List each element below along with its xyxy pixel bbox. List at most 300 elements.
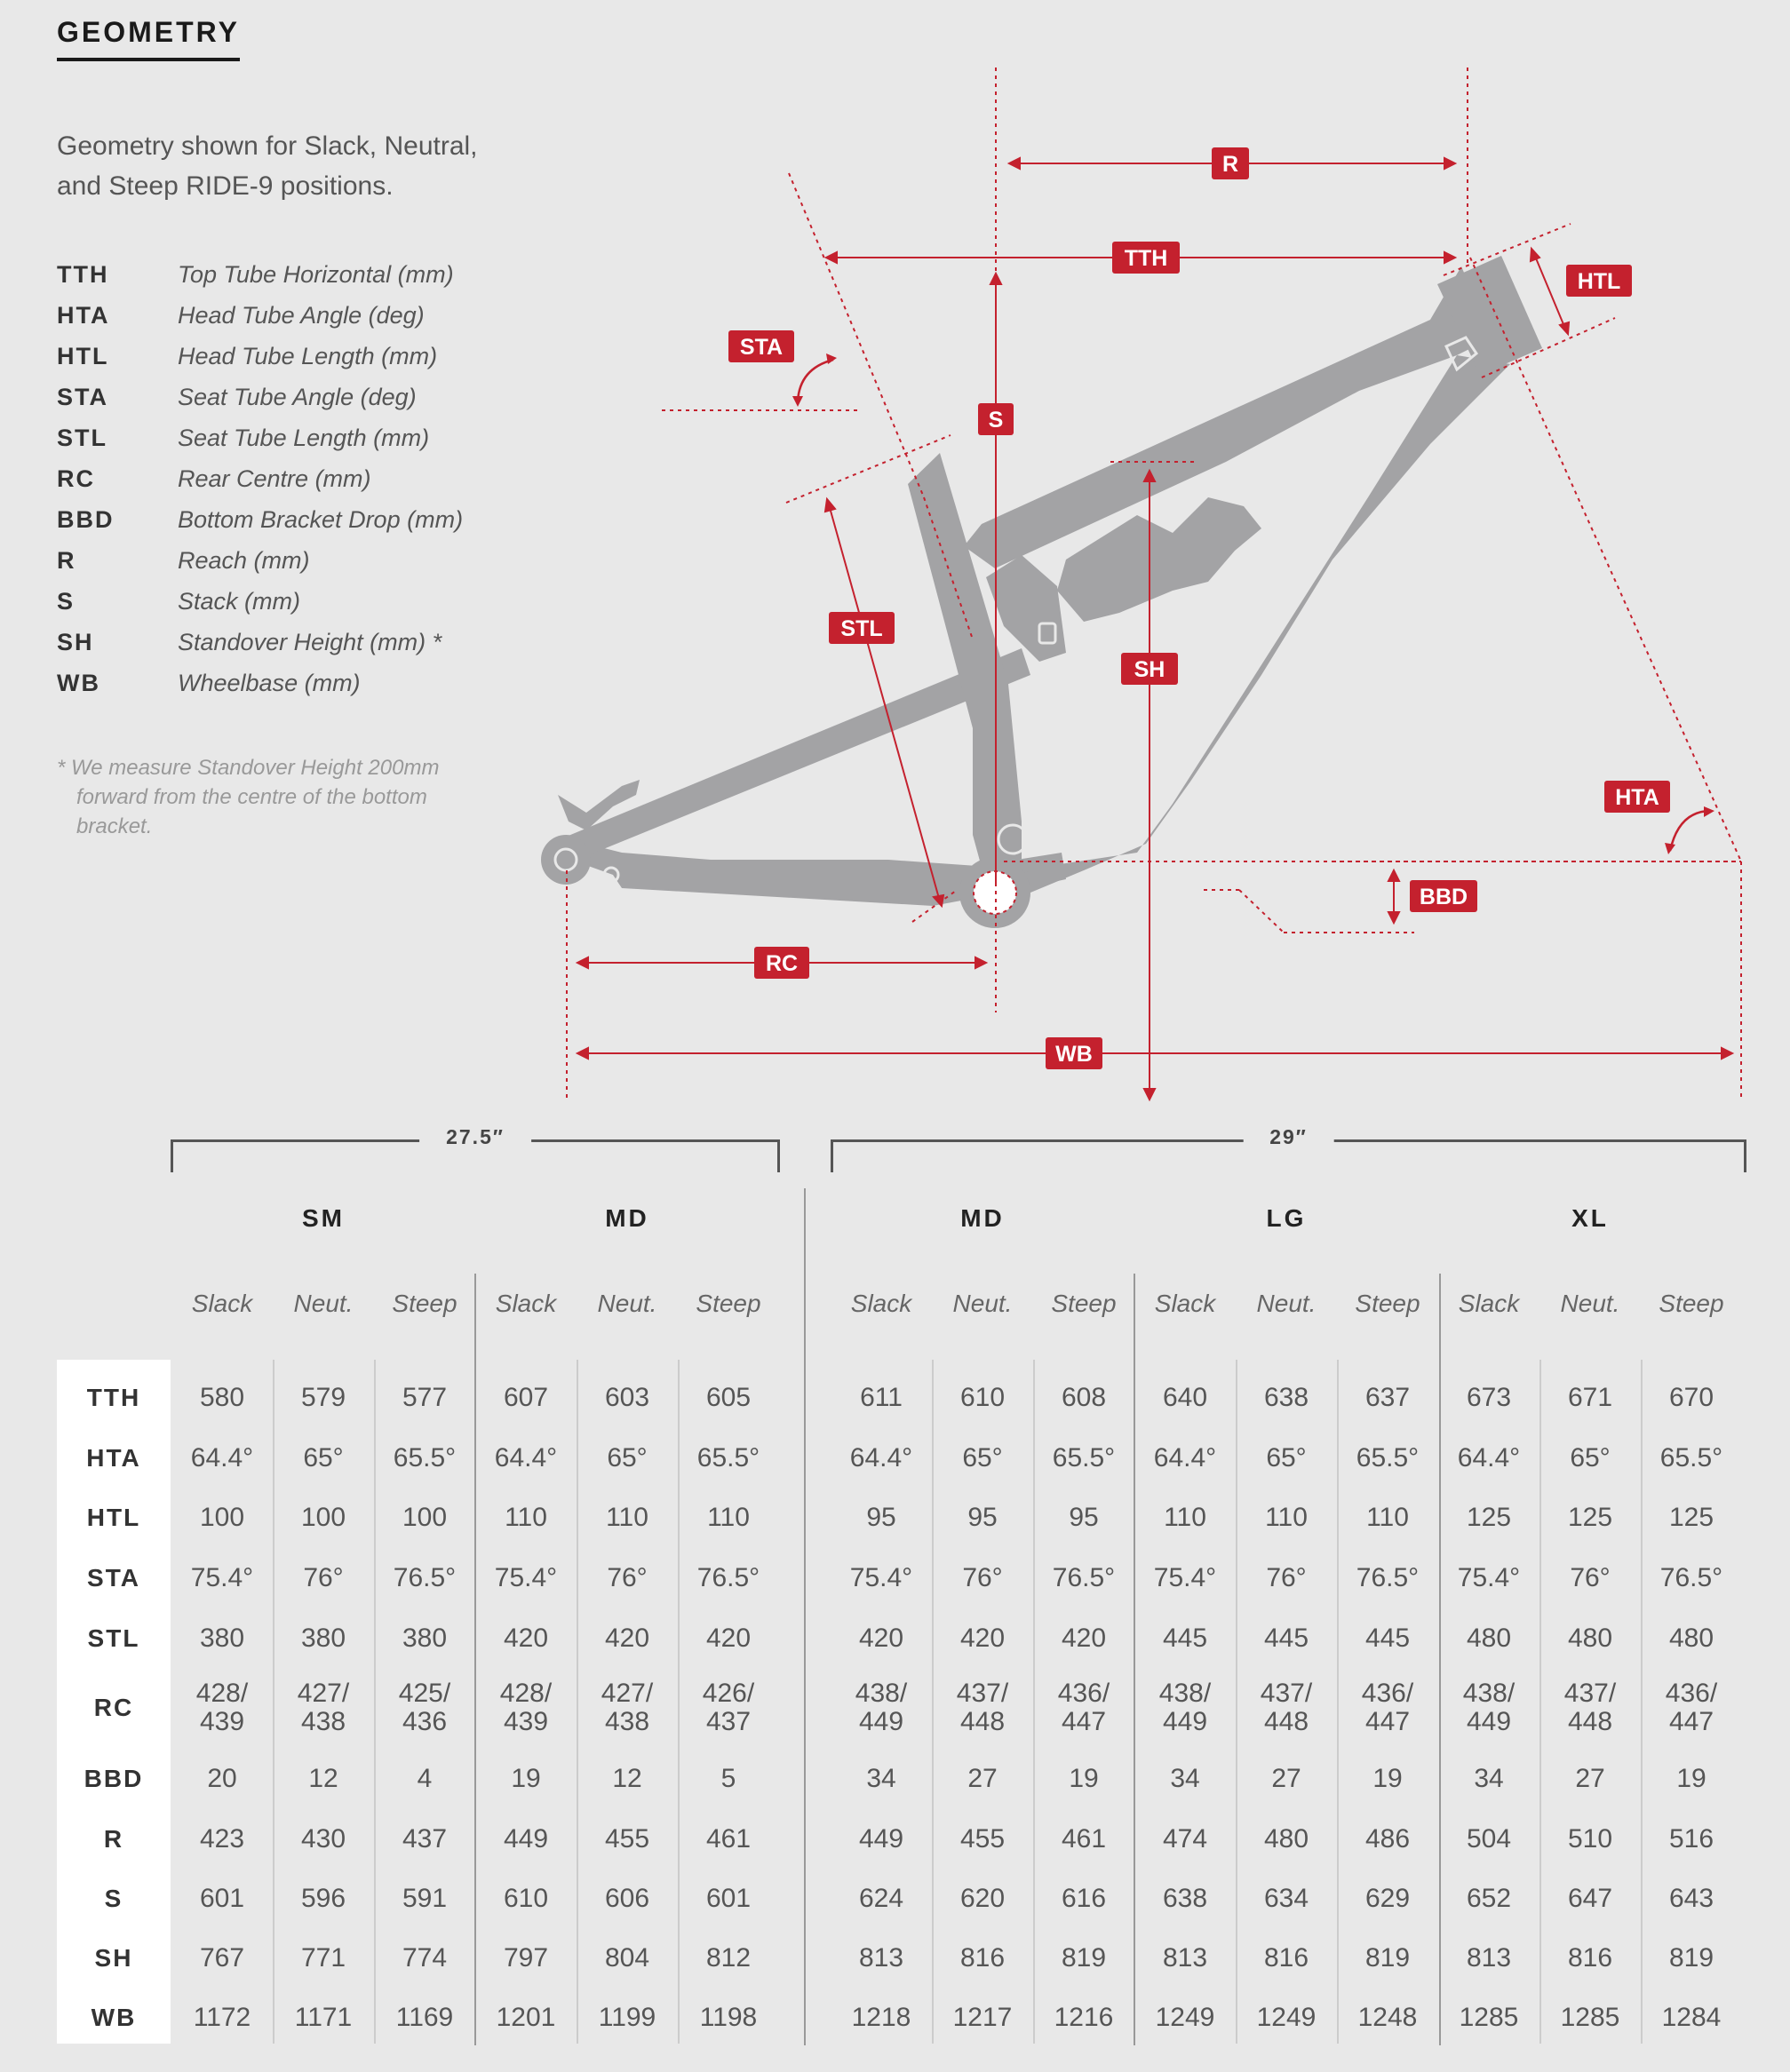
cell-value: 461 — [705, 1824, 752, 1854]
table-cell — [171, 1679, 273, 1736]
row-label: HTA — [86, 1444, 141, 1472]
row-label: R — [103, 1825, 124, 1853]
cell-value: 428/ — [499, 1679, 553, 1708]
table-cell — [1641, 1825, 1742, 1854]
cell-value: 1249 — [1155, 2003, 1215, 2032]
cell-value: 34 — [1474, 1764, 1504, 1793]
cell-value: 437/ — [956, 1679, 1009, 1708]
cell-value: 19 — [1676, 1764, 1706, 1793]
table-cell — [1236, 1885, 1337, 1913]
table-cell — [1236, 1564, 1337, 1592]
table-cell — [1236, 1624, 1337, 1653]
table-cell — [1539, 1765, 1641, 1793]
row-label: S — [104, 1885, 123, 1912]
label-hta-text: HTA — [1615, 785, 1659, 810]
cell-value: 449 — [503, 1824, 549, 1854]
table-cell — [932, 1444, 1033, 1473]
cell-value: 65.5° — [1052, 1443, 1116, 1473]
table-cell — [475, 1504, 577, 1532]
table-cell — [1134, 1679, 1236, 1736]
table-cell — [273, 1765, 374, 1793]
cell-value: 516 — [1668, 1824, 1714, 1854]
cell-value: 95 — [866, 1503, 896, 1532]
table-cell — [932, 2004, 1033, 2032]
cell-value: 629 — [1364, 1884, 1411, 1913]
cell-value: 420 — [705, 1623, 752, 1653]
table-cell — [577, 1504, 678, 1532]
intro-text: Geometry shown for Slack, Neutral, and Steep RIDE-9 positions. — [57, 131, 478, 201]
table-cell — [1337, 2004, 1438, 2032]
table-cell — [932, 1384, 1033, 1412]
cell-value: 110 — [1265, 1503, 1308, 1532]
cell-value: 430 — [300, 1824, 346, 1854]
cell-value: 652 — [1466, 1884, 1512, 1913]
cell-value: 125 — [1668, 1503, 1714, 1532]
label-s-text: S — [988, 408, 1004, 433]
label-sh — [1121, 653, 1178, 685]
cell-value: 579 — [300, 1383, 346, 1412]
cell-value: 1218 — [851, 2003, 911, 2032]
position-header: Neut. — [293, 1290, 354, 1317]
table-cell — [475, 1825, 577, 1854]
cell-value: 577 — [402, 1383, 448, 1412]
legend-desc: Head Tube Angle (deg) — [178, 301, 425, 329]
cell-value: 605 — [705, 1383, 752, 1412]
cell-value: 438 — [300, 1707, 346, 1736]
cell-value: 616 — [1061, 1884, 1107, 1913]
table-cell — [932, 1825, 1033, 1854]
cell-value: 34 — [866, 1764, 896, 1793]
size-header: XL — [1571, 1204, 1609, 1232]
table-cell — [273, 1944, 374, 1973]
position-header: Slack — [191, 1290, 253, 1317]
position-header: Slack — [850, 1290, 912, 1317]
table-cell — [577, 1384, 678, 1412]
cell-value: 1249 — [1256, 2003, 1317, 2032]
label-bbd-text: BBD — [1419, 885, 1468, 909]
label-sta — [728, 330, 794, 362]
table-cell — [475, 1384, 577, 1412]
position-header: Steep — [392, 1290, 457, 1317]
cell-value: 125 — [1466, 1503, 1512, 1532]
table-cell — [475, 2004, 577, 2032]
table-cell — [1337, 1444, 1438, 1473]
size-header: SM — [302, 1204, 345, 1232]
table-cell — [1337, 1504, 1438, 1532]
cell-value: 449 — [1466, 1707, 1512, 1736]
table-cell — [1641, 1944, 1742, 1973]
table-cell — [1337, 1765, 1438, 1793]
cell-value: 774 — [402, 1943, 448, 1973]
cell-value: 95 — [1069, 1503, 1099, 1532]
cell-value: 437/ — [1260, 1679, 1313, 1708]
cell-value: 449 — [858, 1824, 904, 1854]
cell-value: 438/ — [1158, 1679, 1212, 1708]
label-hta — [1604, 781, 1670, 813]
table-cell — [932, 1504, 1033, 1532]
cell-value: 447 — [1668, 1707, 1714, 1736]
label-tth-text: TTH — [1124, 246, 1168, 271]
cell-value: 480 — [1567, 1623, 1613, 1653]
table-cell — [1438, 1444, 1539, 1473]
table-cell — [1438, 1384, 1539, 1412]
cell-value: 76° — [303, 1563, 344, 1592]
cell-value: 423 — [199, 1824, 245, 1854]
label-wb — [1046, 1037, 1102, 1069]
cell-value: 445 — [1263, 1623, 1309, 1653]
table-cell — [1236, 1444, 1337, 1473]
cell-value: 420 — [1061, 1623, 1107, 1653]
cell-value: 428/ — [195, 1679, 249, 1708]
cell-value: 634 — [1263, 1884, 1309, 1913]
table-cell — [1337, 1564, 1438, 1592]
cell-value: 75.4° — [494, 1563, 558, 1592]
table-cell — [831, 1564, 932, 1592]
table-cell — [171, 1384, 273, 1412]
cell-value: 27 — [1271, 1764, 1301, 1793]
table-cell — [1236, 1825, 1337, 1854]
table-cell — [1337, 1825, 1438, 1854]
cell-value: 425/ — [398, 1679, 451, 1708]
cell-value: 771 — [300, 1943, 346, 1973]
cell-value: 447 — [1061, 1707, 1107, 1736]
table-cell — [1134, 1765, 1236, 1793]
cell-value: 76.5° — [1052, 1563, 1116, 1592]
table-cell — [678, 1825, 779, 1854]
table-cell — [1539, 1825, 1641, 1854]
cell-value: 437 — [402, 1824, 448, 1854]
table-cell — [577, 1944, 678, 1973]
cell-value: 439 — [199, 1707, 245, 1736]
cell-value: 4 — [417, 1764, 433, 1793]
cell-value: 1284 — [1661, 2003, 1722, 2032]
legend-desc: Rear Centre (mm) — [178, 464, 371, 492]
table-cell — [1033, 1679, 1134, 1736]
table-cell — [475, 1624, 577, 1653]
table-cell — [475, 1944, 577, 1973]
table-cell — [1134, 1564, 1236, 1592]
cell-value: 436/ — [1057, 1679, 1110, 1708]
table-cell — [577, 1624, 678, 1653]
table-cell — [1337, 1624, 1438, 1653]
cell-value: 610 — [503, 1884, 549, 1913]
cell-value: 76.5° — [696, 1563, 760, 1592]
cell-value: 76.5° — [1659, 1563, 1723, 1592]
table-cell — [1438, 1564, 1539, 1592]
table-cell — [1033, 1504, 1134, 1532]
cell-value: 426/ — [702, 1679, 755, 1708]
cell-value: 449 — [858, 1707, 904, 1736]
cell-value: 76° — [1570, 1563, 1611, 1592]
cell-value: 27 — [1575, 1764, 1605, 1793]
table-cell — [1236, 1679, 1337, 1736]
legend-desc: Seat Tube Angle (deg) — [178, 383, 417, 410]
table-cell — [831, 1504, 932, 1532]
legend-abbr: R — [57, 546, 76, 574]
cell-value: 819 — [1364, 1943, 1411, 1973]
size-header: MD — [960, 1204, 1005, 1232]
table-cell — [932, 1564, 1033, 1592]
cell-value: 1201 — [496, 2003, 556, 2032]
table-cell — [1539, 1624, 1641, 1653]
table-cell — [1236, 1765, 1337, 1793]
cell-value: 610 — [959, 1383, 1006, 1412]
cell-value: 65.5° — [1659, 1443, 1723, 1473]
cell-value: 819 — [1061, 1943, 1107, 1973]
cell-value: 427/ — [297, 1679, 350, 1708]
cell-value: 65° — [962, 1443, 1003, 1473]
cell-value: 608 — [1061, 1383, 1107, 1412]
table-cell — [1236, 2004, 1337, 2032]
cell-value: 110 — [707, 1503, 750, 1532]
cell-value: 12 — [308, 1764, 338, 1793]
table-cell — [1033, 1444, 1134, 1473]
table-cell — [171, 1504, 273, 1532]
table-cell — [577, 1679, 678, 1736]
cell-value: 591 — [402, 1884, 448, 1913]
cell-value: 455 — [604, 1824, 650, 1854]
cell-value: 601 — [199, 1884, 245, 1913]
table-cell — [1134, 2004, 1236, 2032]
cell-value: 643 — [1668, 1884, 1714, 1913]
cell-value: 447 — [1364, 1707, 1411, 1736]
label-sh-text: SH — [1134, 657, 1165, 682]
table-cell — [1236, 1944, 1337, 1973]
label-sta-text: STA — [739, 335, 784, 360]
cell-value: 65° — [1570, 1443, 1611, 1473]
cell-value: 816 — [959, 1943, 1006, 1973]
cell-value: 12 — [612, 1764, 642, 1793]
cell-value: 601 — [705, 1884, 752, 1913]
legend-abbr: HTL — [57, 342, 109, 369]
table-cell — [1539, 1384, 1641, 1412]
table-cell — [678, 1504, 779, 1532]
cell-value: 34 — [1170, 1764, 1200, 1793]
cell-value: 420 — [503, 1623, 549, 1653]
label-bbd — [1410, 880, 1477, 912]
table-cell — [1539, 1504, 1641, 1532]
table-cell — [1033, 2004, 1134, 2032]
row-label: TTH — [86, 1384, 141, 1411]
cell-value: 380 — [199, 1623, 245, 1653]
cell-value: 819 — [1668, 1943, 1714, 1973]
cell-value: 110 — [505, 1503, 547, 1532]
row-label: STA — [87, 1564, 140, 1592]
cell-value: 480 — [1263, 1824, 1309, 1854]
wheel-group-label: 29″ — [1243, 1125, 1334, 1149]
table-cell — [577, 1444, 678, 1473]
legend-desc: Top Tube Horizontal (mm) — [178, 260, 454, 288]
label-tth — [1112, 242, 1180, 274]
table-cell — [932, 1679, 1033, 1736]
cell-value: 64.4° — [1457, 1443, 1521, 1473]
table-cell — [1033, 1765, 1134, 1793]
cell-value: 611 — [860, 1383, 903, 1412]
cell-value: 65.5° — [1356, 1443, 1420, 1473]
table-cell — [1539, 1885, 1641, 1913]
table-cell — [374, 1765, 475, 1793]
cell-value: 436/ — [1361, 1679, 1414, 1708]
legend-desc: Reach (mm) — [178, 546, 310, 574]
table-cell — [1438, 1944, 1539, 1973]
label-rc-text: RC — [765, 951, 799, 976]
table-cell — [374, 1504, 475, 1532]
cell-value: 671 — [1567, 1383, 1613, 1412]
table-cell — [1641, 1624, 1742, 1653]
table-cell — [1641, 1384, 1742, 1412]
table-cell — [678, 2004, 779, 2032]
legend-abbr: WB — [57, 669, 100, 696]
cell-value: 65° — [303, 1443, 344, 1473]
cell-value: 580 — [199, 1383, 245, 1412]
legend-abbr: SH — [57, 628, 94, 655]
position-header: Slack — [1458, 1290, 1520, 1317]
wheel-group-27-5 — [171, 1125, 780, 1172]
table-cell — [171, 1765, 273, 1793]
cell-value: 100 — [402, 1503, 448, 1532]
table-cell — [171, 1624, 273, 1653]
position-header: Steep — [1659, 1290, 1724, 1317]
cell-value: 638 — [1162, 1884, 1208, 1913]
table-cell — [1438, 1885, 1539, 1913]
table-cell — [678, 1885, 779, 1913]
cell-value: 64.4° — [849, 1443, 913, 1473]
table-cell — [678, 1944, 779, 1973]
table-cell — [1641, 1765, 1742, 1793]
cell-value: 797 — [503, 1943, 549, 1973]
cell-value: 461 — [1061, 1824, 1107, 1854]
table-cell — [1438, 1679, 1539, 1736]
table-cell — [1337, 1885, 1438, 1913]
table-cell — [171, 2004, 273, 2032]
cell-value: 64.4° — [190, 1443, 254, 1473]
table-cell — [831, 2004, 932, 2032]
cell-value: 76° — [962, 1563, 1003, 1592]
table-cell — [475, 1444, 577, 1473]
cell-value: 620 — [959, 1884, 1006, 1913]
table-cell — [1033, 1944, 1134, 1973]
rocker-link — [986, 555, 1066, 662]
cell-value: 813 — [1466, 1943, 1512, 1973]
cell-value: 65° — [607, 1443, 648, 1473]
table-cell — [831, 1444, 932, 1473]
cell-value: 638 — [1263, 1383, 1309, 1412]
table-cell — [171, 1885, 273, 1913]
table-cell — [1641, 2004, 1742, 2032]
table-cell — [831, 1944, 932, 1973]
table-cell — [577, 1825, 678, 1854]
label-rc — [754, 947, 809, 979]
table-cell — [831, 1679, 932, 1736]
table-cell — [273, 1384, 374, 1412]
table-cell — [374, 1679, 475, 1736]
table-cell — [1438, 2004, 1539, 2032]
table-cell — [678, 1384, 779, 1412]
label-htl-text: HTL — [1577, 269, 1621, 294]
cell-value: 647 — [1567, 1884, 1613, 1913]
cell-value: 438/ — [1462, 1679, 1516, 1708]
label-stl-text: STL — [840, 616, 883, 641]
label-htl — [1566, 265, 1632, 297]
cell-value: 76.5° — [393, 1563, 457, 1592]
cell-value: 480 — [1668, 1623, 1714, 1653]
cell-value: 606 — [604, 1884, 650, 1913]
legend-abbr: TTH — [57, 260, 109, 288]
table-cell — [932, 1624, 1033, 1653]
table-cell — [374, 1384, 475, 1412]
table-cell — [678, 1624, 779, 1653]
cell-value: 75.4° — [1457, 1563, 1521, 1592]
cell-value: 673 — [1466, 1383, 1512, 1412]
cell-value: 75.4° — [849, 1563, 913, 1592]
cell-value: 436 — [402, 1707, 448, 1736]
cell-value: 65.5° — [696, 1443, 760, 1473]
position-header: Neut. — [1560, 1290, 1620, 1317]
cell-value: 474 — [1162, 1824, 1208, 1854]
standover-footnote: * We measure Standover Height 200mm forward from the centre of the bottom bracket. — [57, 756, 440, 838]
table-cell — [475, 1765, 577, 1793]
table-cell — [273, 1825, 374, 1854]
row-label: WB — [91, 2004, 137, 2031]
row-label: HTL — [86, 1504, 141, 1531]
table-cell — [1134, 1384, 1236, 1412]
legend-desc: Seat Tube Length (mm) — [178, 424, 430, 451]
position-header: Neut. — [952, 1290, 1013, 1317]
table-cell — [831, 1384, 932, 1412]
cell-value: 603 — [604, 1383, 650, 1412]
cell-value: 767 — [199, 1943, 245, 1973]
cell-value: 1199 — [598, 2003, 656, 2032]
table-cell — [171, 1825, 273, 1854]
label-s — [978, 403, 1014, 435]
table-cell — [1641, 1444, 1742, 1473]
cell-value: 812 — [705, 1943, 752, 1973]
cell-value: 510 — [1567, 1824, 1613, 1854]
page-title: GEOMETRY — [57, 16, 240, 61]
legend-abbr: STL — [57, 424, 107, 451]
legend-abbr: S — [57, 587, 76, 615]
cell-value: 504 — [1466, 1824, 1512, 1854]
table-cell — [374, 1564, 475, 1592]
cell-value: 640 — [1162, 1383, 1208, 1412]
cell-value: 420 — [858, 1623, 904, 1653]
cell-value: 1172 — [193, 2003, 251, 2032]
cell-value: 448 — [959, 1707, 1006, 1736]
table-cell — [1134, 1504, 1236, 1532]
table-cell — [1539, 1564, 1641, 1592]
label-stl — [829, 612, 895, 644]
table-cell — [273, 1624, 374, 1653]
legend-desc: Head Tube Length (mm) — [178, 342, 438, 369]
cell-value: 449 — [1162, 1707, 1208, 1736]
cell-value: 5 — [720, 1764, 736, 1793]
cell-value: 607 — [503, 1383, 549, 1412]
legend-abbr: HTA — [57, 301, 110, 329]
row-labels-column — [57, 1360, 171, 2044]
cell-value: 1248 — [1357, 2003, 1418, 2032]
cell-value: 110 — [1366, 1503, 1409, 1532]
cell-value: 448 — [1263, 1707, 1309, 1736]
table-cell — [475, 1679, 577, 1736]
cell-value: 76.5° — [1356, 1563, 1420, 1592]
table-cell — [1641, 1504, 1742, 1532]
cell-value: 75.4° — [1153, 1563, 1217, 1592]
cell-value: 110 — [606, 1503, 648, 1532]
table-cell — [171, 1944, 273, 1973]
position-header: Slack — [1154, 1290, 1216, 1317]
table-cell — [273, 1679, 374, 1736]
cell-value: 65.5° — [393, 1443, 457, 1473]
